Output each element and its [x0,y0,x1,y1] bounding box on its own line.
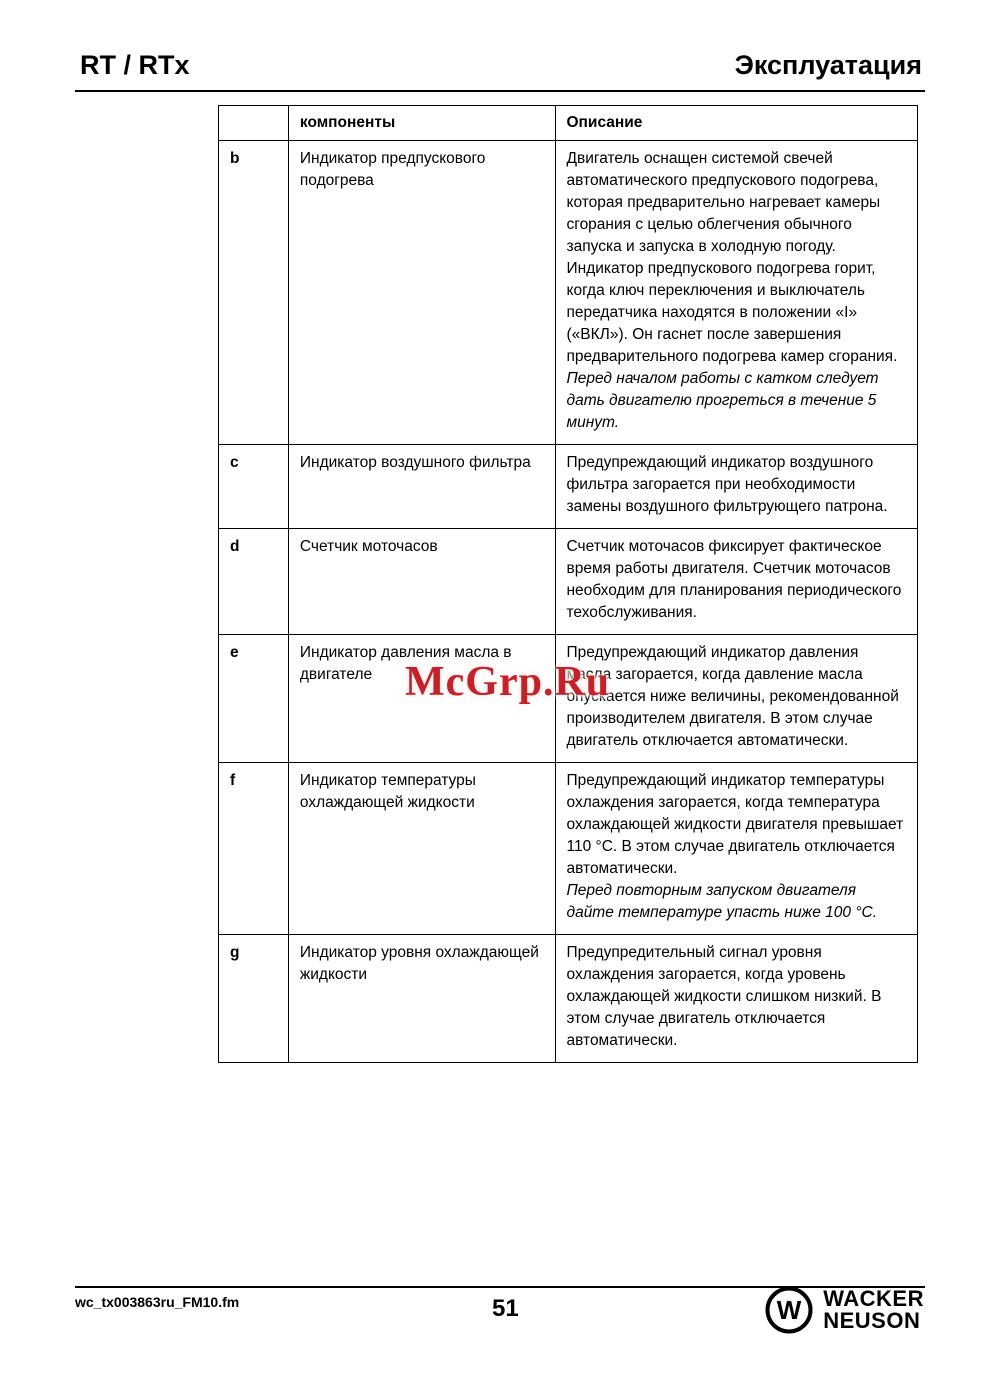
wacker-neuson-logo-icon [765,1286,813,1334]
description-text: Предупреждающий индикатор давления масла загорается, когда давление масла опускается ниже величины, рекомендованной производителем двигателя. В этом случае двигатель отключается автоматически. [566,644,899,749]
table-row [219,763,918,935]
col-header-components: компоненты [288,106,555,141]
watermark-text: McGrp.Ru [405,659,611,705]
description-text: Предупреждающий индикатор температуры охлаждения загорается, когда температура охлаждающей жидкости двигателя превышает 110 °C. В этом случае двигатель отключается автоматически. [566,772,904,877]
table-row [219,635,918,763]
description-text: Перед повторным запуском двигателя дайте температуре упасть ниже 100 °C. [566,882,878,921]
row-letter: b [219,141,289,445]
component-description [555,635,918,763]
components-table [218,105,918,1063]
description-text: Счетчик моточасов фиксирует фактическое время работы двигателя. Счетчик моточасов необходим для планирования периодического техобслуживания. [566,538,902,621]
page-header [80,50,922,81]
table-row [219,529,918,635]
component-name: Индикатор воздушного фильтра [288,445,555,529]
component-name: Счетчик моточасов [288,529,555,635]
row-letter: f [219,763,289,935]
row-letter: d [219,529,289,635]
svg-text:W: W [776,1295,802,1325]
wacker-neuson-logo-text [823,1288,924,1331]
component-name: Индикатор уровня охлаждающей жидкости [288,935,555,1063]
header-model-title: RT / RTx [80,50,190,80]
component-name: Индикатор предпускового подогрева [288,141,555,445]
header-section-title: Эксплуатация [734,50,922,80]
component-description [555,935,918,1063]
wacker-neuson-logo [765,1286,924,1334]
col-header-description: Описание [555,106,918,141]
table-body [219,141,918,1063]
table-row [219,445,918,529]
table-row [219,141,918,445]
component-description [555,529,918,635]
logo-line-1: WACKER [823,1286,924,1312]
table-header-row [219,106,918,141]
header-divider [75,90,925,92]
row-letter: c [219,445,289,529]
row-letter: e [219,635,289,763]
page-number: 51 [492,1295,519,1322]
description-text: Предупредительный сигнал уровня охлаждения загорается, когда уровень охлаждающей жидкости слишком низкий. В этом случае двигатель отключается автоматически. [566,944,882,1049]
footer-filename: wc_tx003863ru_FM10.fm [75,1294,240,1310]
row-letter: g [219,935,289,1063]
description-text: Перед началом работы с катком следует дать двигателю прогреться в течение 5 минут. [566,370,879,431]
component-name: Индикатор давления масла в двигателе [288,635,555,763]
component-description [555,763,918,935]
table-row [219,935,918,1063]
table-head [219,106,918,141]
description-text: Предупреждающий индикатор воздушного фильтра загорается при необходимости замены воздушного фильтрующего патрона. [566,454,888,515]
logo-line-2: NEUSON [823,1308,921,1333]
component-description [555,445,918,529]
component-name: Индикатор температуры охлаждающей жидкости [288,763,555,935]
component-description [555,141,918,445]
description-text: Двигатель оснащен системой свечей автоматического предпускового подогрева, которая предварительно нагревает камеры сгорания с целью облегчения обычного запуска и запуска в холодную погоду. Индикатор предпускового подогрева горит, когда ключ переключения и выключатель передатчика находятся в положении «I» («ВКЛ»). Он гаснет после завершения предварительного подогрева камер сгорания. [566,150,898,365]
col-header-letter [219,106,289,141]
